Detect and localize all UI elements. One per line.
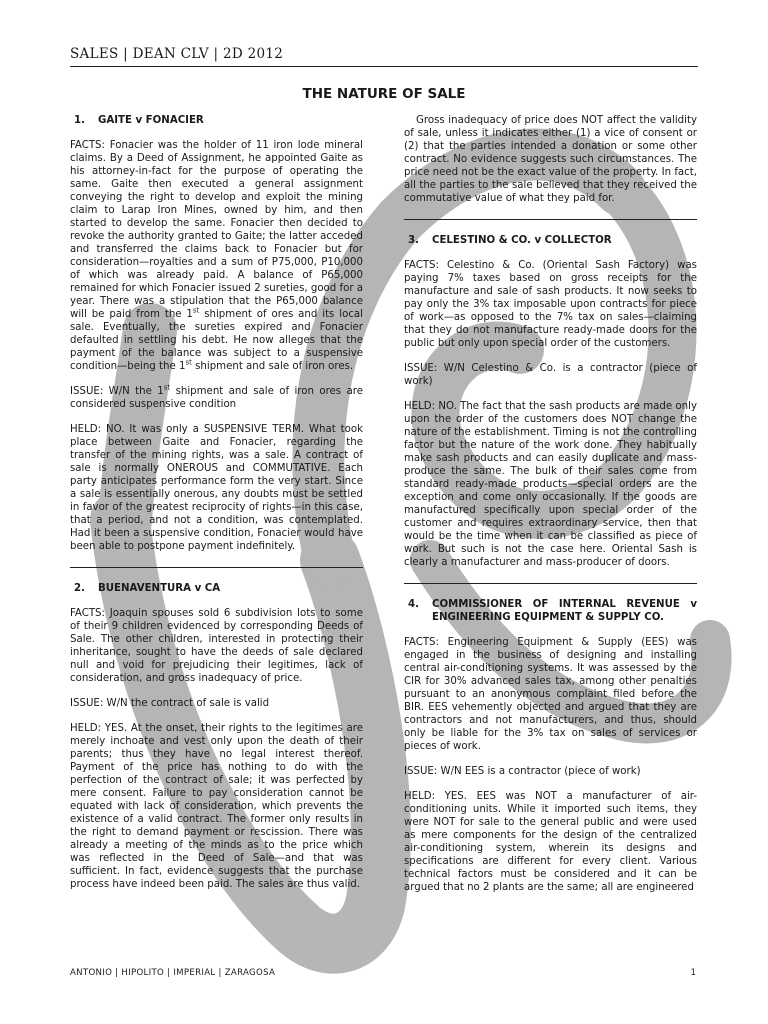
case-1-issue: ISSUE: W/N the 1st shipment and sale of iron ores are considered suspensive condition bbox=[70, 383, 363, 410]
case-4-name: COMMISSIONER OF INTERNAL REVENUE v ENGINEERING EQUIPMENT & SUPPLY CO. bbox=[432, 599, 697, 623]
case-4-heading bbox=[404, 598, 697, 624]
case-3-heading bbox=[404, 234, 697, 247]
case-2-heading bbox=[70, 582, 363, 595]
case-1-facts: FACTS: Fonacier was the holder of 11 iron lode mineral claims. By a Deed of Assignment, he appointed Gaite as his attorney-in-fact for the purpose of operating the same. Gaite then executed a general assignment conveying the right to develop and exploit the mining claim to Larap Iron Mines, owned by him, and then started to develop the same. Fonacier then decided to revoke the authority granted to Gaite; the latter acceded and transferred the claims back to Fonacier but for consideration—royalties and a sum of P75,000, P10,000 of which was already paid. A balance of P65,000 remained for which Fonacier issued 2 sureties, good for a year. There was a stipulation that the P65,000 balance will be paid from the 1st shipment of ores and its local sale. Eventually, the sureties expired and Fonacier defaulted in settling his debt. He now alleges that the payment of the balance was subject to a suspensive condition—being the 1st shipment and sale of iron ores. bbox=[70, 140, 363, 372]
case-1-name: GAITE v FONACIER bbox=[98, 115, 204, 126]
case-1-held: HELD: NO. It was only a SUSPENSIVE TERM. What took place between Gaite and Fonacier, regarding the transfer of the mining rights, was a sale. A contract of sale is normally ONEROUS and COMMUTATIVE. Each party anticipates performance form the very start. Since a sale is essentially onerous, any doubts must be settled in favor of the greatest reciprocity of rights—in this case, that a period, and not a condition, was contemplated. Had it been a suspensive condition, Fonacier would have been able to postpone payment indefinitely. bbox=[70, 424, 363, 552]
right-column bbox=[404, 114, 697, 906]
page-header: SALES | DEAN CLV | 2D 2012 bbox=[70, 46, 284, 62]
page-title: THE NATURE OF SALE bbox=[302, 86, 466, 102]
case-2-held-continued: Gross inadequacy of price does NOT affect the validity of sale, unless it indicates either (1) a vice of consent or (2) that the parties intended a donation or some other contract. No evidence suggests such circumstances. The price need not be the exact value of the property. In fact, all the parties to the sale believed that they received the commutative value of what they paid for. bbox=[404, 115, 697, 204]
case-2-number: 2. bbox=[74, 583, 85, 594]
case-1-heading bbox=[70, 114, 363, 127]
case-4-held: HELD: YES. EES was NOT a manufacturer of air-conditioning units. While it imported such items, they were NOT for sale to the general public and were used as mere components for the design of the centralized air-conditioning system, wherein its designs and specifications are different for every client. Various technical factors must be considered and it can be argued that no 2 plants are the same; all are engineered bbox=[404, 791, 697, 893]
case-3-held: HELD: NO. The fact that the sash products are made only upon the order of the customers does NOT change the nature of the establishment. Timing is not the controlling factor but the nature of the work done. They habitually make sash products and can easily duplicate and mass-produce the same. The bulk of their sales come from standard ready-made products—special orders are the exception and come only occasionally. If the goods are manufactured specifically upon special order of the customer and requires extraordinary service, then that would be the time when it can be classified as piece of work. But such is not the case here. Oriental Sash is clearly a manufacturer and mass-producer of doors. bbox=[404, 401, 697, 568]
case-4-issue: ISSUE: W/N EES is a contractor (piece of work) bbox=[404, 766, 641, 777]
case-3-name: CELESTINO & CO. v COLLECTOR bbox=[432, 235, 612, 246]
case-2-facts: FACTS: Joaquin spouses sold 6 subdivision lots to some of their 9 children evidenced by corresponding Deeds of Sale. The other children, interested in protecting their inheritance, sought to have the deeds of sale declared null and void for prejudicing their legitimes, lack of consideration, and gross inadequacy of price. bbox=[70, 608, 363, 684]
case-2-name: BUENAVENTURA v CA bbox=[98, 583, 221, 594]
header-rule bbox=[70, 66, 698, 67]
case-3-issue: ISSUE: W/N Celestino & Co. is a contractor (piece of work) bbox=[404, 363, 697, 387]
case-separator bbox=[404, 583, 697, 584]
case-3-facts: FACTS: Celestino & Co. (Oriental Sash Factory) was paying 7% taxes based on gross receipts for the manufacture and sale of sash products. It now seeks to pay only the 3% tax imposable upon contracts for piece of work—as opposed to the 7% tax on sales—claiming that they do not manufacture ready-made doors for the public but only upon special order of the customers. bbox=[404, 260, 697, 349]
case-1-number: 1. bbox=[74, 115, 85, 126]
case-separator bbox=[70, 567, 363, 568]
case-4-number: 4. bbox=[408, 599, 419, 610]
case-2-held: HELD: YES. At the onset, their rights to the legitimes are merely inchoate and vest only upon the death of their parents; thus they have no legal interest thereof. Payment of the price has nothing to do with the perfection of the contract of sale; it was perfected by mere consent. Failure to pay consideration cannot be equated with lack of consideration, which prevents the existence of a valid contract. The former only results in the right to demand payment or rescission. There was already a meeting of the minds as to the price which was reflected in the Deed of Sale—and that was sufficient. In fact, evidence suggests that the purchase process have indeed been paid. The sales are thus valid. bbox=[70, 723, 363, 890]
case-4-facts: FACTS: Engineering Equipment & Supply (EES) was engaged in the business of designing and installing central air-conditioning systems. It was assessed by the CIR for 30% advanced sales tax, among other penalties pursuant to an anonymous complaint filed before the BIR. EES vehemently objected and argued that they are contractors and not manufacturers, and thus, should only be liable for the 3% tax on sales of services or pieces of work. bbox=[404, 637, 697, 752]
case-3-number: 3. bbox=[408, 235, 419, 246]
page-number: 1 bbox=[690, 968, 696, 978]
left-column bbox=[70, 114, 363, 903]
case-2-issue: ISSUE: W/N the contract of sale is valid bbox=[70, 698, 270, 709]
case-separator bbox=[404, 219, 697, 220]
footer-authors: ANTONIO | HIPOLITO | IMPERIAL | ZARAGOSA bbox=[70, 968, 276, 978]
